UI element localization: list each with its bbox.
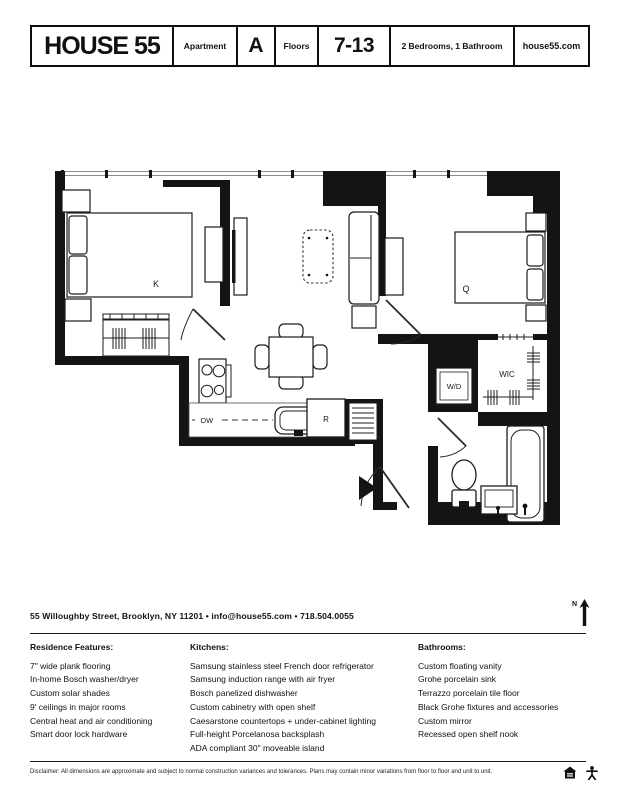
floors-value: 7-13 — [317, 27, 389, 65]
feature-item: Full-height Porcelanosa backsplash — [190, 729, 325, 740]
tv-wall — [232, 218, 247, 295]
feature-item: Custom solar shades — [30, 688, 110, 699]
feature-item: Black Grohe fixtures and accessories — [418, 701, 559, 712]
footer-icons — [563, 766, 598, 780]
footer-rule — [30, 761, 586, 762]
north-label: N — [572, 601, 578, 608]
pantry — [349, 403, 377, 440]
tv — [232, 230, 236, 283]
unit-configuration: 2 Bedrooms, 1 Bathroom — [389, 27, 513, 65]
floor-plan-svg — [55, 168, 565, 536]
divider-rule — [30, 633, 586, 634]
chair — [279, 324, 303, 338]
feature-item: 7" wide plank flooring — [30, 660, 111, 671]
side-table — [352, 306, 376, 328]
feature-item: Custom cabinetry with open shelf — [190, 701, 316, 712]
equal-housing-icon — [563, 766, 577, 780]
disclaimer-text: Disclaimer: All dimensions are approximate and subject to normal construction variances and tolerances. Plans may contain minor variations from floor to floor and unit to unit. — [30, 769, 493, 775]
nightstand — [526, 305, 546, 321]
entry-door — [380, 467, 409, 508]
dining-set — [255, 324, 327, 389]
pillow — [69, 256, 87, 294]
bathrooms-column — [418, 641, 588, 742]
chair — [255, 345, 269, 369]
pillow — [69, 216, 87, 254]
faucet — [294, 430, 303, 436]
nightstand — [65, 299, 91, 321]
washer-dryer-label: W/D — [446, 382, 462, 391]
dresser — [205, 227, 223, 282]
header-bar — [30, 25, 590, 67]
apartment-label: Apartment — [172, 27, 236, 65]
residence-features-list — [30, 660, 188, 742]
feature-item: ADA compliant 30" moveable island — [190, 742, 325, 753]
residence-features-heading: Residence Features: — [30, 642, 114, 652]
bedroom-king-door — [181, 309, 225, 340]
bedroom-king-closet — [103, 314, 169, 356]
feature-item: Recessed open shelf nook — [418, 729, 519, 740]
media-console — [234, 218, 247, 295]
floor-plan — [55, 168, 565, 536]
wic-label: WIC — [499, 370, 515, 379]
living-room — [303, 212, 379, 328]
bathrooms-heading: Bathrooms: — [418, 642, 466, 652]
bathroom — [438, 418, 544, 522]
nightstand — [62, 190, 90, 212]
entry — [359, 467, 409, 508]
coffee-table — [303, 230, 333, 283]
feature-item: 9' ceilings in major rooms — [30, 701, 126, 712]
queen-bed-label: Q — [462, 284, 470, 294]
apartment-value: A — [236, 27, 274, 65]
dresser — [385, 238, 403, 295]
kitchens-column — [190, 641, 416, 756]
floors-label: Floors — [274, 27, 317, 65]
range-handle — [226, 365, 231, 397]
toilet — [452, 460, 476, 490]
refrigerator-label: R — [323, 415, 329, 424]
pillow — [527, 269, 543, 300]
window-band — [56, 172, 559, 176]
address-line: 55 Willoughby Street, Brooklyn, NY 11201 • info@house55.com • 718.504.0055 — [30, 611, 354, 621]
bathrooms-list — [418, 660, 588, 742]
feature-item: Central heat and air conditioning — [30, 715, 153, 726]
feature-item: Samsung induction range with air fryer — [190, 674, 336, 685]
feature-item: Custom mirror — [418, 715, 472, 726]
kitchens-list — [190, 660, 416, 756]
feature-item: Bosch panelized dishwasher — [190, 688, 298, 699]
feature-item: Samsung stainless steel French door refrigerator — [190, 660, 374, 671]
feature-item: In-home Bosch washer/dryer — [30, 674, 139, 685]
feature-item: Grohe porcelain sink — [418, 674, 496, 685]
feature-item: Caesarstone countertops + under-cabinet lighting — [190, 715, 376, 726]
feature-item: Smart door lock hardware — [30, 729, 128, 740]
residence-features-column — [30, 641, 188, 742]
dining-table — [269, 337, 313, 377]
bedroom-queen — [385, 213, 546, 321]
accessibility-icon — [586, 766, 598, 780]
north-arrow-icon — [579, 599, 590, 626]
feature-item: Terrazzo porcelain tile floor — [418, 688, 520, 699]
king-bed-label: K — [152, 279, 160, 289]
website-text: house55.com — [513, 27, 588, 65]
nightstand — [526, 213, 546, 231]
brand-title: HOUSE 55 — [44, 31, 160, 60]
chair — [313, 345, 327, 369]
bathroom-door — [438, 418, 466, 457]
pillow — [527, 235, 543, 266]
tub-faucet — [523, 504, 528, 509]
dishwasher-label: DW — [200, 416, 214, 425]
bedroom-king — [62, 190, 223, 321]
north-arrow — [572, 599, 590, 626]
feature-item: Custom floating vanity — [418, 660, 502, 671]
kitchens-heading: Kitchens: — [190, 642, 229, 652]
